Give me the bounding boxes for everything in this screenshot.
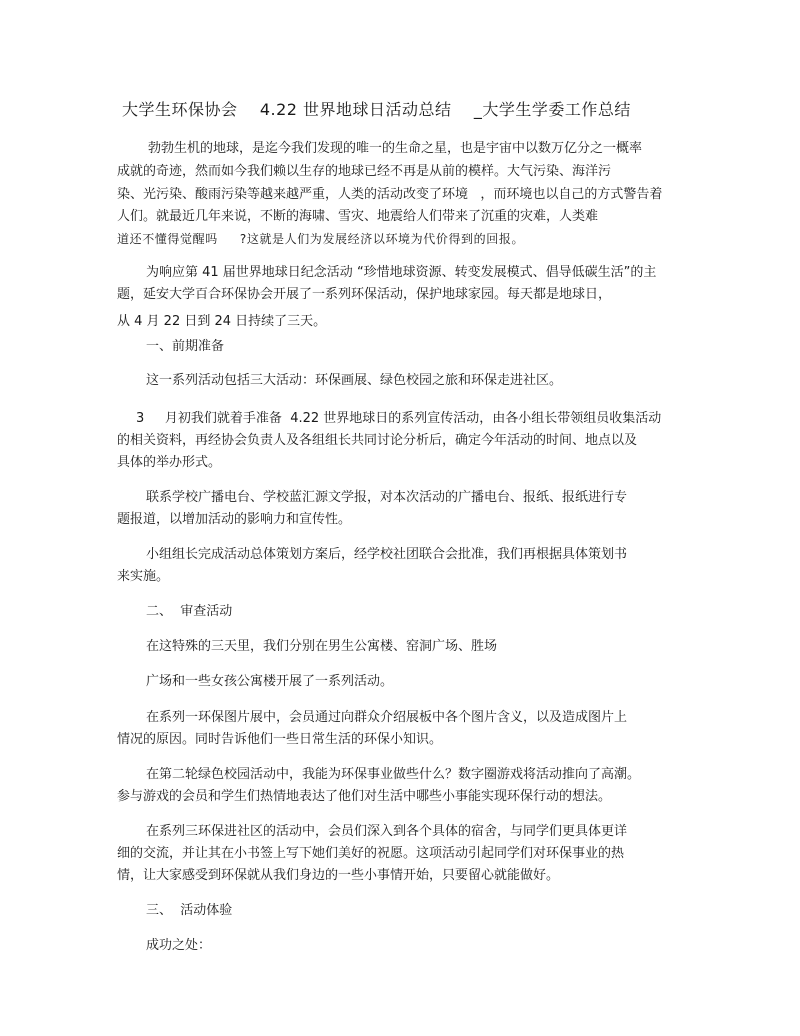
section-heading: 三、 活动体验 <box>146 903 233 918</box>
paragraph-line: 情况的原因。同时告诉他们一些日常生活的环保小知识。 <box>117 732 443 747</box>
paragraph-line: 这一系列活动包括三大活动：环保画展、绿色校园之旅和环保走进社区。 <box>146 373 563 388</box>
paragraph-line: 为响应第 41 届世界地球日纪念活动 “珍惜地球资源、转变发展模式、倡导低碳生活”的主 <box>146 265 657 280</box>
paragraph-line: 在系列一环保图片展中，会员通过向群众介绍展板中各个图片含义，以及造成图片上 <box>146 710 628 725</box>
paragraph-line: 在第二轮绿色校园活动中，我能为环保事业做些什么？数字圈游戏将活动推向了高潮。 <box>146 767 641 782</box>
paragraph-line: 勃勃生机的地球，是迄今我们发现的唯一的生命之星，也是宇宙中以数万亿分之一概率 <box>148 141 643 156</box>
paragraph-line: 题报道，以增加活动的影响力和宣传性。 <box>117 512 352 527</box>
paragraph-line: 来实施。 <box>117 569 170 584</box>
section-heading: 二、 审查活动 <box>146 604 233 619</box>
paragraph-line: 题，延安大学百合环保协会开展了一系列环保活动，保护地球家园。每天都是地球日， <box>117 287 612 302</box>
paragraph-line: 细的交流，并让其在小书签上写下她们美好的祝愿。这项活动引起同学们对环保事业的热 <box>117 846 625 861</box>
section-heading: 一、前期准备 <box>146 339 225 354</box>
paragraph-line: 参与游戏的会员和学生们热情地表达了他们对生活中哪些小事能实现环保行动的想法。 <box>117 789 612 804</box>
paragraph-line: 的相关资料，再经协会负责人及各组组长共同讨论分析后，确定今年活动的时间、地点以及 <box>117 433 638 448</box>
paragraph-line: 人们。就最近几年来说，不断的海啸、雪灾、地震给人们带来了沉重的灾难，人类难 <box>117 209 599 224</box>
paragraph-line: 3 月初我们就着手准备 4.22 世界地球日的系列宣传活动，由各小组长带领组员收集活动 <box>136 411 662 426</box>
paragraph-line: 道还不懂得觉醒吗 ?这就是人们为发展经济以环境为代价得到的回报。 <box>117 232 525 246</box>
paragraph-line: 广场和一些女孩公寓楼开展了一系列活动。 <box>146 674 394 689</box>
document-title: 大学生环保协会 4.22 世界地球日活动总结 _大学生学委工作总结 <box>122 100 631 119</box>
paragraph-line: 在系列三环保进社区的活动中，会员们深入到各个具体的宿舍，与同学们更具体更详 <box>146 824 628 839</box>
paragraph-line: 联系学校广播电台、学校蓝汇源文学报，对本次活动的广播电台、报纸、报纸进行专 <box>146 490 628 505</box>
paragraph-line: 染、光污染、酸雨污染等越来越严重，人类的活动改变了环境 ，而环境也以自己的方式警告着 <box>117 187 663 202</box>
paragraph-line: 在这特殊的三天里，我们分别在男生公寓楼、窑洞广场、胜场 <box>146 639 498 654</box>
paragraph-line: 具体的举办形式。 <box>117 455 222 470</box>
paragraph-line: 从 4 月 22 日到 24 日持续了三天。 <box>117 314 327 329</box>
paragraph-line: 小组组长完成活动总体策划方案后，经学校社团联合会批准，我们再根据具体策划书 <box>146 547 628 562</box>
paragraph-line: 情，让大家感受到环保就从我们身边的一些小事情开始，只要留心就能做好。 <box>117 868 560 883</box>
paragraph-line: 成功之处： <box>146 938 212 953</box>
paragraph-line: 成就的奇迹，然而如今我们赖以生存的地球已经不再是从前的模样。大气污染、海洋污 <box>117 164 612 179</box>
